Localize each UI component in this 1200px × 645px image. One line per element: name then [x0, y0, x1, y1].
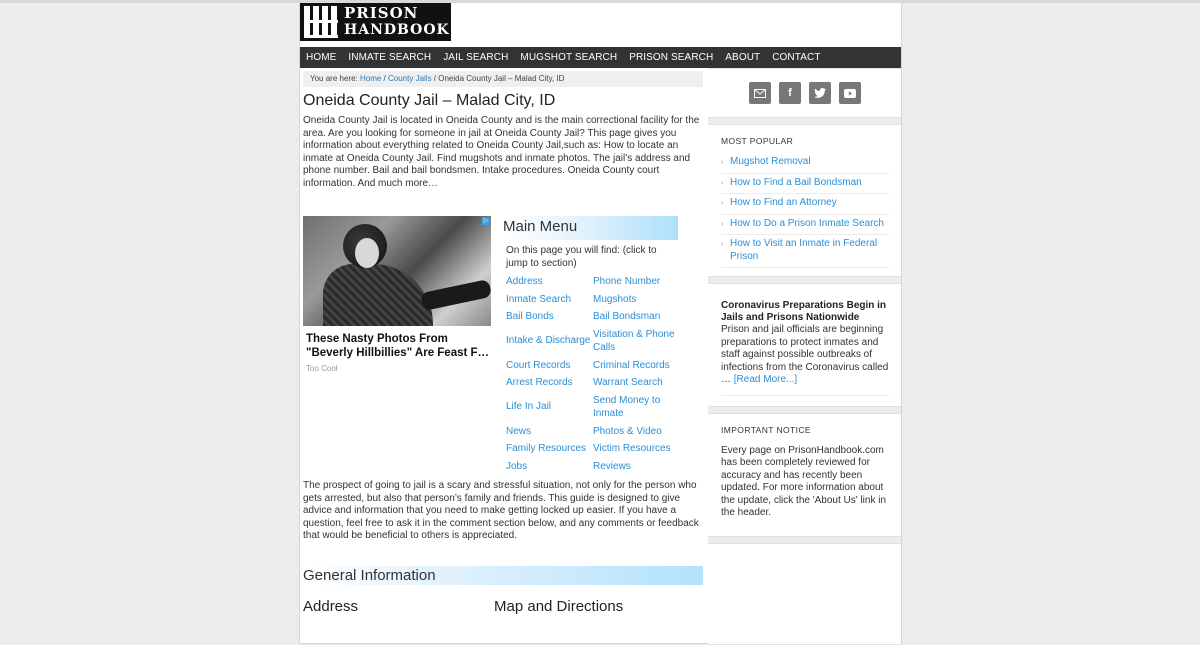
nav-inmate-search[interactable]: INMATE SEARCH: [348, 52, 432, 63]
most-popular-title: MOST POPULAR: [721, 136, 794, 146]
menu-link-family-resources[interactable]: Family Resources: [506, 443, 587, 454]
menu-link-arrest-records[interactable]: Arrest Records: [506, 377, 573, 388]
sidebar: [708, 68, 901, 645]
menu-link-photos-video[interactable]: Photos & Video: [593, 425, 662, 437]
read-more-link[interactable]: [Read More...]: [733, 374, 798, 385]
important-notice-widget: [708, 413, 901, 537]
facebook-icon[interactable]: f: [779, 82, 801, 104]
nav-mugshot-search[interactable]: MUGSHOT SEARCH: [520, 52, 618, 63]
breadcrumb-separator: /: [381, 74, 388, 83]
menu-link-news[interactable]: News: [506, 425, 532, 437]
news-excerpt: [721, 324, 889, 396]
empty-widget: [708, 543, 901, 645]
menu-link-phone-number[interactable]: Phone Number: [593, 276, 661, 287]
site-logo[interactable]: [300, 3, 451, 41]
breadcrumb-current: Oneida County Jail – Malad City, ID: [438, 74, 565, 83]
popular-link-label: How to Do a Prison Inmate Search: [730, 217, 884, 229]
news-title[interactable]: Coronavirus Preparations Begin in Jails and Prisons Nationwide: [721, 300, 887, 323]
intro-paragraph: Oneida County Jail is located in Oneida County and is the main correctional facility for the area. Are you looking for someone in jail at Oneida County Jail? This page gives you information about everything related to Oneida County Jail,such as: How to locate an inmate at Oneida County Jail. Find mugshots and inmate photos. The jail’s address and phone number. Bail and bail bondsmen. Intake procedures. Oneida County court information. And much more…: [303, 115, 700, 189]
nav-home[interactable]: HOME: [306, 52, 337, 63]
page-wrapper: [299, 3, 902, 644]
main-nav: [300, 47, 901, 68]
youtube-icon[interactable]: [839, 82, 861, 104]
popular-link-label: How to Visit an Inmate in Federal Prison: [730, 238, 878, 262]
ad-image[interactable]: [303, 216, 491, 326]
bullet-icon: ›: [721, 200, 724, 207]
popular-link-visit-inmate[interactable]: [721, 235, 889, 268]
nav-prison-search[interactable]: PRISON SEARCH: [629, 52, 714, 63]
breadcrumb-home-link[interactable]: Home: [359, 74, 382, 83]
popular-link-label: How to Find a Bail Bondsman: [730, 176, 862, 188]
menu-link-intake-discharge[interactable]: Intake & Discharge: [506, 335, 591, 347]
most-popular-widget: [708, 124, 901, 277]
breadcrumb: [303, 71, 703, 87]
menu-link-visitation-phone-calls[interactable]: Visitation & Phone Calls: [593, 328, 675, 353]
bullet-icon: ›: [721, 179, 724, 187]
popular-link-label: How to Find an Attorney: [730, 197, 837, 208]
menu-link-victim-resources[interactable]: Victim Resources: [593, 443, 671, 454]
map-directions-heading: Map and Directions: [494, 598, 624, 615]
breadcrumb-separator: /: [431, 74, 439, 83]
main-menu-links: [506, 275, 680, 477]
menu-link-life-in-jail[interactable]: Life In Jail: [506, 401, 552, 413]
ad-source: Too Cool: [306, 364, 338, 373]
menu-link-inmate-search[interactable]: Inmate Search: [506, 293, 572, 305]
address-heading: Address: [303, 598, 359, 615]
bullet-icon: ›: [721, 159, 724, 166]
general-information-heading: General Information: [303, 566, 703, 585]
social-icons: [708, 68, 901, 118]
breadcrumb-county-jails-link[interactable]: County Jails: [388, 74, 432, 83]
bullet-icon: ›: [721, 220, 724, 228]
ad-headline[interactable]: These Nasty Photos From "Beverly Hillbillies" Are Feast F…: [306, 333, 490, 359]
menu-link-send-money[interactable]: Send Money to Inmate: [593, 394, 661, 419]
news-widget: [708, 283, 901, 407]
menu-link-mugshots[interactable]: Mugshots: [593, 293, 637, 305]
most-popular-list: [721, 153, 889, 276]
logo-bars-icon: [304, 6, 338, 38]
main-menu-heading: Main Menu: [503, 216, 678, 240]
nav-about[interactable]: ABOUT: [725, 52, 761, 63]
popular-link-mugshot-removal[interactable]: [721, 153, 889, 174]
email-icon[interactable]: [749, 82, 771, 104]
menu-link-bail-bonds[interactable]: Bail Bonds: [506, 311, 554, 322]
adchoices-icon[interactable]: ▷: [483, 218, 489, 224]
logo-text-line2: HANDBOOK: [344, 22, 450, 38]
popular-link-bail-bondsman[interactable]: [721, 174, 889, 195]
twitter-icon[interactable]: [809, 82, 831, 104]
breadcrumb-prefix: You are here:: [310, 74, 358, 83]
important-notice-title: IMPORTANT NOTICE: [721, 424, 811, 435]
menu-link-criminal-records[interactable]: Criminal Records: [593, 359, 670, 371]
main-menu: [503, 216, 703, 477]
popular-link-label: Mugshot Removal: [730, 156, 811, 167]
nav-contact[interactable]: CONTACT: [772, 52, 821, 63]
menu-link-jobs[interactable]: Jobs: [506, 460, 528, 472]
main-content: [303, 71, 703, 615]
popular-link-attorney[interactable]: [721, 194, 889, 215]
popular-link-inmate-search[interactable]: [721, 215, 889, 236]
nav-jail-search[interactable]: JAIL SEARCH: [443, 52, 509, 63]
important-notice-body: Every page on PrisonHandbook.com has been completely reviewed for accuracy and has recently been updated. For more information about the update, click the 'About Us' link in the header.: [721, 444, 887, 518]
news-body: Prison and jail officials are beginning preparations to protect inmates and staff against possible outbreaks of infections from the Coronavirus called …: [721, 324, 889, 385]
menu-link-court-records[interactable]: Court Records: [506, 359, 571, 371]
page-title: Oneida County Jail – Malad City, ID: [303, 92, 556, 109]
guide-paragraph: The prospect of going to jail is a scary and stressful situation, not only for the person who gets arrested, but also that person’s family and friends. This guide is designed to give advice and information that you need to make getting locked up easier. If you have a question, feel free to ask it in the comment section below, and any comments or feedback that would be beneficial to others is appreciated.: [303, 480, 699, 541]
main-menu-subtitle: On this page you will find: (click to jump to section): [506, 245, 657, 269]
bullet-icon: ›: [721, 241, 724, 248]
logo-text-line1: PRISON: [344, 4, 419, 22]
sponsored-ad[interactable]: [303, 216, 491, 376]
menu-link-bail-bondsman[interactable]: Bail Bondsman: [593, 311, 661, 322]
menu-link-warrant-search[interactable]: Warrant Search: [593, 377, 663, 388]
menu-link-address[interactable]: Address: [506, 276, 543, 287]
menu-link-reviews[interactable]: Reviews: [593, 460, 631, 472]
